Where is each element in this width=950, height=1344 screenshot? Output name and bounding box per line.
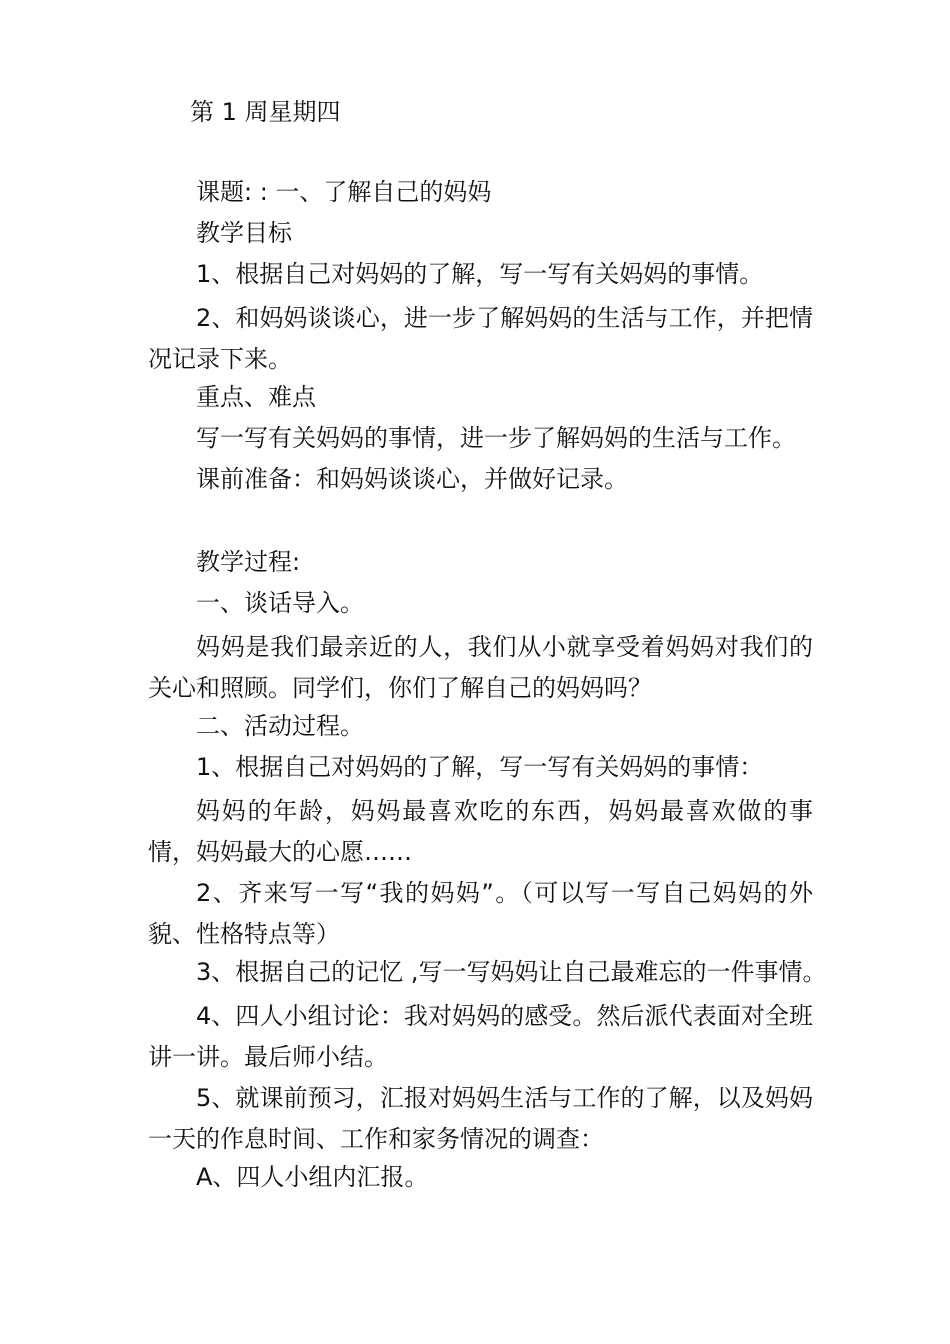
process-heading: 教学过程: [196, 548, 301, 576]
topic-line: 课题: : 一、了解自己的妈妈 [196, 178, 492, 206]
activity-1-detail: 妈妈的年龄，妈妈最喜欢吃的东西，妈妈最喜欢做的事情，妈妈最大的心愿…… [148, 797, 813, 866]
activity-1: 1、根据自己对妈妈的了解，写一写有关妈妈的事情： [196, 753, 764, 781]
week-heading: 第 1 周星期四 [190, 98, 341, 126]
activity-2: 2、齐来写一写“我的妈妈”。（可以写一写自己妈妈的外貌、性格特点等） [148, 879, 813, 948]
activity-5a: A、四人小组内汇报。 [196, 1163, 429, 1191]
section-2-heading: 二、活动过程。 [196, 712, 364, 740]
goal-1: 1、根据自己对妈妈的了解，写一写有关妈妈的事情。 [196, 260, 764, 288]
activity-5: 5、就课前预习，汇报对妈妈生活与工作的了解，以及妈妈一天的作息时间、工作和家务情况的调查： [148, 1084, 813, 1153]
key-text: 写一写有关妈妈的事情，进一步了解妈妈的生活与工作。 [196, 424, 796, 452]
activity-4: 4、四人小组讨论：我对妈妈的感受。然后派代表面对全班讲一讲。最后师小结。 [148, 1002, 813, 1071]
goals-heading: 教学目标 [196, 219, 292, 247]
preparation-line: 课前准备：和妈妈谈谈心，并做好记录。 [196, 465, 628, 493]
key-heading: 重点、难点 [196, 383, 316, 411]
intro-paragraph: 妈妈是我们最亲近的人，我们从小就享受着妈妈对我们的关心和照顾。同学们，你们了解自己的妈妈吗？ [148, 633, 813, 702]
goal-2: 2、和妈妈谈谈心，进一步了解妈妈的生活与工作，并把情况记录下来。 [148, 304, 813, 373]
section-1-heading: 一、谈话导入。 [196, 589, 364, 617]
activity-3: 3、根据自己的记忆 ,写一写妈妈让自己最难忘的一件事情。 [196, 958, 827, 986]
